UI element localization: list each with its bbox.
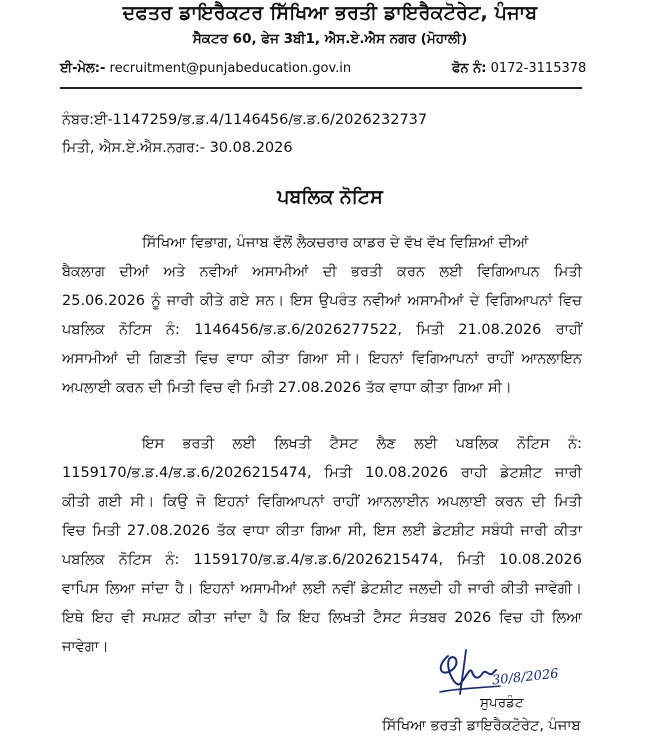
paragraph-line: ਵਾਪਿਸ ਲਿਆ ਜਾਂਦਾ ਹੈ। ਇਹਨਾਂ ਅਸਾਮੀਆਂ ਲਈ ਨਵੀਂ ਡੇਟਸ਼ੀਟ ਜਲਦੀ ਹੀ ਜਾਰੀ ਕੀਤੀ ਜਾਵੇਗੀ। [62, 581, 582, 597]
paragraph-line: ਕੀਤੀ ਗਈ ਸੀ। ਕਿਉ ਜੋ ਇਹਨਾਂ ਵਿਗਿਆਪਨਾਂ ਰਾਹੀਂ ਆਨਲਾਈਨ ਅਪਲਾਈ ਕਰਨ ਦੀ ਮਿਤੀ [62, 494, 582, 510]
signature-date: 30/8/2026 [491, 666, 560, 689]
paragraph-line: 1159170/ਭ.ਡ.4/ਭ.ਡ.6/2026215474, ਮਿਤੀ 10.08.2026 ਰਾਹੀ ਡੇਟਸ਼ੀਟ ਜਾਰੀ [62, 465, 582, 481]
phone-number: 0172-3115378 [490, 61, 587, 76]
reference-number: ਨੰਬਰ:ਈ-1147259/ਭ.ਡ.4/1146456/ਭ.ਡ.6/2026232737 [62, 112, 428, 128]
paragraph-line: ਵਿਚ ਮਿਤੀ 27.08.2026 ਤੱਕ ਵਾਧਾ ਕੀਤਾ ਗਿਆ ਸੀ, ਇਸ ਲਈ ਡੇਟਸ਼ੀਟ ਸਬੰਧੀ ਜਾਰੀ ਕੀਤਾ [62, 523, 582, 539]
paragraph-line: ਪਬਲਿਕ ਨੋਟਿਸ ਨੰ: 1146456/ਭ.ਡ.6/2026277522, ਮਿਤੀ 21.08.2026 ਰਾਹੀਂ [62, 322, 582, 338]
reference-date: ਮਿਤੀ, ਐਸ.ਏ.ਐਸ.ਨਗਰ:- 30.08.2026 [62, 140, 293, 156]
phone-line [452, 61, 586, 76]
email-label: ਈ-ਮੇਲ:- [60, 61, 106, 76]
paragraph-line: ਜਾਵੇਗਾ। [62, 639, 109, 655]
phone-label: ਫੋਨ ਨੰ: [452, 61, 487, 76]
paragraph-line: 25.06.2026 ਨੂੰ ਜਾਰੀ ਕੀਤੇ ਗਏ ਸਨ। ਇਸ ਉਪਰੰਤ ਨਵੀਆਂ ਅਸਾਮੀਆਂ ਦੇ ਵਿਗਿਆਪਨਾਂ ਵਿਚ [62, 293, 582, 309]
paragraph-line: ਅਪਲਾਈ ਕਰਨ ਦੀ ਮਿਤੀ ਵਿਚ ਵੀ ਮਿਤੀ 27.08.2026 ਤੱਕ ਵਾਧਾ ਕੀਤਾ ਗਿਆ ਸੀ। [62, 380, 512, 396]
office-address: ਸੈਕਟਰ 60, ਫੇਜ 3ਬੀ1, ਐਸ.ਏ.ਐਸ ਨਗਰ (ਮੋਹਾਲੀ) [192, 31, 468, 47]
paragraph-line: ਇਸ ਭਰਤੀ ਲਈ ਲਿਖਤੀ ਟੈਸਟ ਲੈਣ ਲਈ ਪਬਲਿਕ ਨੋਟਿਸ ਨੰ: [142, 436, 582, 452]
paragraph-line: ਇਥੇ ਇਹ ਵੀ ਸਪਸ਼ਟ ਕੀਤਾ ਜਾਂਦਾ ਹੈ ਕਿ ਇਹ ਲਿਖਤੀ ਟੈਸਟ ਸੰਤਬਰ 2026 ਵਿਚ ਹੀ ਲਿਆ [62, 610, 582, 626]
email-line [60, 61, 351, 76]
paragraph-line: ਪਬਲਿਕ ਨੋਟਿਸ ਨੰ: 1159170/ਭ.ਡ.4/ਭ.ਡ.6/2026215474, ਮਿਤੀ 10.08.2026 [62, 552, 582, 568]
paragraph-line: ਅਸਾਮੀਆਂ ਦੀ ਗਿਣਤੀ ਵਿਚ ਵਾਧਾ ਕੀਤਾ ਗਿਆ ਸੀ। ਇਹਨਾਂ ਵਿਗਿਆਪਨਾਂ ਰਾਹੀਂ ਆਨਲਾਇਨ [62, 351, 582, 367]
paragraph-line: ਸਿੱਖਿਆ ਵਿਭਾਗ, ਪੰਜਾਬ ਵੱਲੋਂ ਲੈਕਚਰਾਰ ਕਾਡਰ ਦੇ ਵੱਖ ਵੱਖ ਵਿਸ਼ਿਆਂ ਦੀਆਂ [142, 235, 529, 251]
office-title: ਦਫਤਰ ਡਾਇਰੈਕਟਰ ਸਿੱਖਿਆ ਭਰਤੀ ਡਾਇਰੈਕਟੋਰੇਟ, ਪੰਜਾਬ [122, 2, 538, 24]
signatory-designation: ਸੁਪਰਡੰਟ [480, 695, 524, 711]
email-address: recruitment@punjabeducation.gov.in [109, 61, 352, 76]
notice-title: ਪਬਲਿਕ ਨੋਟਿਸ [277, 186, 383, 208]
signatory-office: ਸਿੱਖਿਆ ਭਰਤੀ ਡਾਇਰੈਕਟੋਰੇਟ, ਪੰਜਾਬ [382, 718, 581, 734]
paragraph-line: ਬੈਕਲਾਗ ਦੀਆਂ ਅਤੇ ਨਵੀਆਂ ਅਸਾਮੀਆਂ ਦੀ ਭਰਤੀ ਕਰਨ ਲਈ ਵਿਗਿਆਪਨ ਮਿਤੀ [62, 264, 582, 280]
header-divider [60, 87, 582, 89]
